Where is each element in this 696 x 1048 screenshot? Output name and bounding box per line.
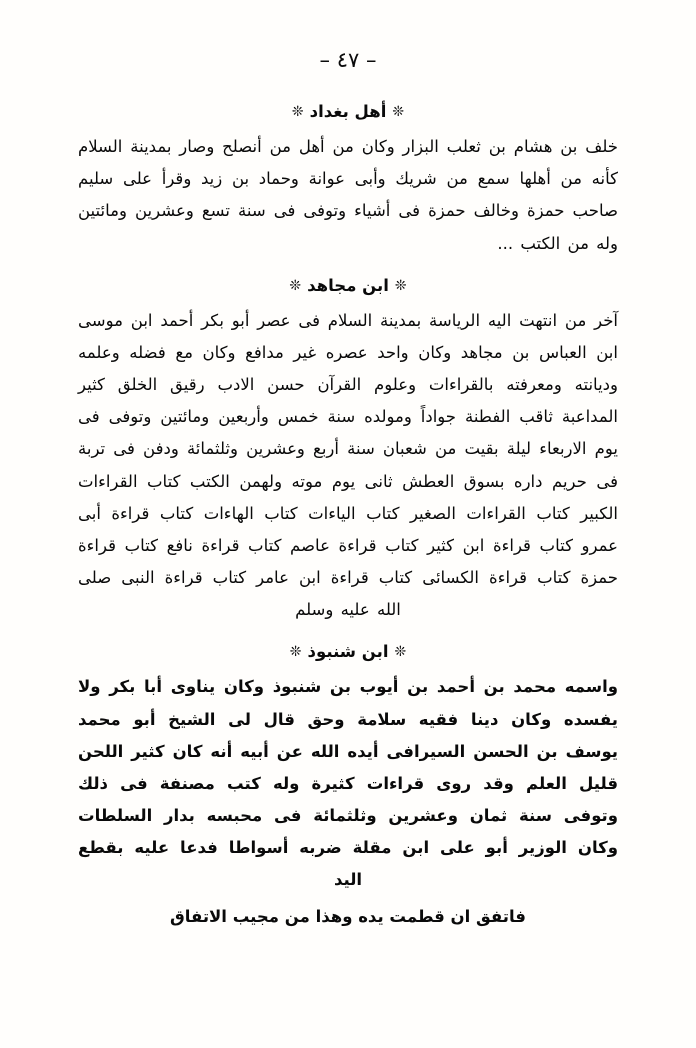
ornament-icon: ❊ [289,277,302,294]
section-ahl-baghdad [78,102,618,260]
ornament-icon: ❊ [394,277,407,294]
paragraph: واسمه محمد بن أحمد بن أيوب بن شنبوذ وكان يناوى أبا بكر ولا يفسده وكان دينا فقيه سلامة وحق قال لى الشيخ أبو محمد يوسف بن الحسن السيرافى أيده الله عن أبيه أنه كان كثير اللحن قليل العلم وقد روى قراءات كثيرة وله كتب مصنفة فى ذلك وتوفى سنة ثمان وعشرين وثلثمائة فى محبسه بدار السلطات وكان الوزير أبو على ابن مقلة ضربه أسواطا فدعا عليه بقطع اليد [78,677,618,890]
section-heading [78,642,618,661]
section-heading-text: ابن شنبوذ [307,642,389,662]
closing-line: فاتفق ان قطمت يده وهذا من مجيب الاتفاق [170,906,526,926]
paragraph: آخر من انتهت اليه الرياسة بمدينة السلام فى عصر أبو بكر أحمد ابن موسى ابن العباس بن مجاهد وكان واحد عصره غير مدافع وكان مع فضله وعلمه وديانته ومعرفته بالقراءات وعلوم القرآن حسن الادب رقيق الخلق كثير المداعبة ثاقب الفطنة جواداً ومولده سنة خمس وأربعين ومائتين وتوفى فى يوم الاربعاء ليلة بقيت من شعبان سنة أربع وعشرين وثلثمائة ودفن فى تربة فى حريم داره بسوق العطش ثانى يوم موته ولهمن الكتب كتاب القراءات الكبير كتاب القراءات الصغير كتاب الياءات كتاب الهاءات كتاب قراءة أبى عمرو كتاب قراءة ابن كثير كتاب قراءة عاصم كتاب قراءة نافع كتاب قراءة حمزة كتاب قراءة الكسائى كتاب قراءة ابن عامر كتاب قراءة النبى صلى الله عليه وسلم [78,310,618,620]
ornament-icon: ❊ [289,644,302,661]
ornament-icon: ❊ [392,104,405,120]
section-heading [78,102,618,121]
section-ibn-shanbudh [78,642,618,932]
ornament-icon: ❊ [394,644,407,661]
section-ibn-mujahid [78,276,618,627]
section-heading-text: أهل بغداد [309,102,387,121]
ornament-icon: ❊ [291,104,304,120]
page-number: – ٤٧ – [319,48,377,72]
section-heading [78,276,618,295]
section-heading-text: ابن مجاهد [307,275,389,295]
paragraph: خلف بن هشام بن ثعلب البزار وكان من أهل من أنصلح وصار بمدينة السلام كأنه من أهلها سمع من شريك وأبى عوانة وحماد بن زيد وقرأ على سليم صاحب حمزة وخالف حمزة فى أشياء وتوفى فى سنة تسع وعشرين ومائتين وله من الكتب ... [78,137,618,253]
